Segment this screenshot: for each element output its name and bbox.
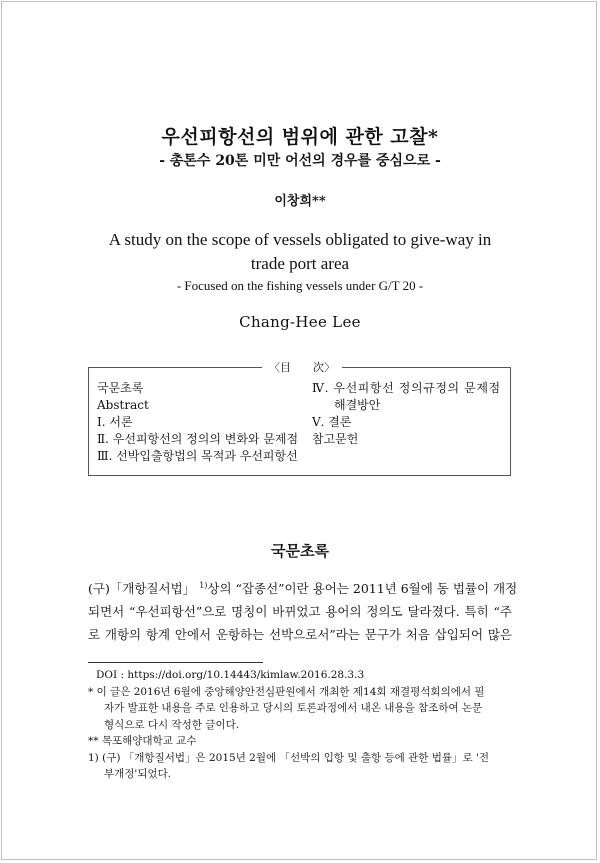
paper-title-english bbox=[0, 228, 600, 276]
toc-item: Ⅴ. 결론 bbox=[312, 415, 352, 429]
abstract-paragraph bbox=[88, 577, 518, 646]
toc-item: Ⅲ. 선박입출항법의 목적과 우선피항선 bbox=[97, 449, 298, 463]
paragraph-line bbox=[88, 577, 518, 600]
toc-item: 참고문헌 bbox=[312, 432, 359, 446]
paper-subtitle-english: - Focused on the fishing vessels under G/T 20 - bbox=[176, 278, 424, 293]
author-korean: 이창희** bbox=[274, 194, 326, 209]
paragraph-line: 로 개항의 항계 안에서 운항하는 선박으로서”라는 문구가 처음 삽입되어 많은 bbox=[88, 627, 512, 642]
footnote-star-1-cont: 자가 발표한 내용을 주로 인용하고 당시의 토론과정에서 내온 내용을 참조하여 논문 bbox=[104, 702, 483, 714]
toc-item: Ⅰ. 서론 bbox=[97, 415, 133, 429]
title-english-line-1: A study on the scope of vessels obligated to give-way in bbox=[108, 230, 492, 249]
paragraph-line: 되면서 “우선피항선”으로 명칭이 바뀌었고 용어의 정의도 달라졌다. 특히 “주 bbox=[88, 604, 512, 619]
footnotes bbox=[88, 667, 512, 783]
toc-item: 해결방안 bbox=[334, 398, 381, 412]
footnote-star-1: * 이 글은 2016년 6월에 중앙해양안전심판원에서 개최한 제14회 재결평석회의에서 필 bbox=[88, 685, 485, 698]
footnote-1: 1) (구) 「개항질서법」은 2015년 2월에 「선박의 입항 및 출항 등에 관한 법률」로 '전 bbox=[88, 751, 490, 764]
title-english-line-2: trade port area bbox=[250, 254, 350, 273]
footnote-1-cont: 부개정'되었다. bbox=[104, 768, 172, 780]
table-of-contents-label: 〈目 次〉 bbox=[262, 359, 342, 375]
toc-item: 국문초록 bbox=[97, 381, 144, 395]
toc-item: Ⅱ. 우선피항선의 정의의 변화와 문제점 bbox=[97, 432, 299, 446]
footnote-doi: DOI : https://doi.org/10.14443/kimlaw.2016.28.3.3 bbox=[96, 669, 365, 681]
footnote-ref: 1) bbox=[199, 580, 208, 590]
toc-left-column bbox=[97, 380, 298, 465]
paper-subtitle: - 총톤수 20톤 미만 어선의 경우를 중심으로 - bbox=[159, 153, 441, 169]
author-english: Chang-Hee Lee bbox=[239, 313, 361, 331]
toc-item: Ⅳ. 우선피항선 정의규정의 문제점 bbox=[312, 381, 501, 395]
footnote-star-2: ** 목포해양대학교 교수 bbox=[88, 735, 197, 747]
toc-right-column bbox=[312, 380, 501, 448]
abstract-heading: 국문초록 bbox=[271, 542, 329, 560]
footnote-star-1-cont: 형식으로 다시 작성한 글이다. bbox=[104, 718, 240, 731]
paper-title: 우선피항선의 범위에 관한 고찰* bbox=[161, 126, 439, 148]
paragraph-text: 상의 “잡종선”이란 용어는 2011년 6월에 동 법률이 개정 bbox=[207, 581, 518, 596]
paragraph-text: (구)「개항질서법」 bbox=[88, 581, 196, 596]
toc-item: Abstract bbox=[97, 398, 149, 412]
footnote-divider bbox=[88, 662, 263, 663]
